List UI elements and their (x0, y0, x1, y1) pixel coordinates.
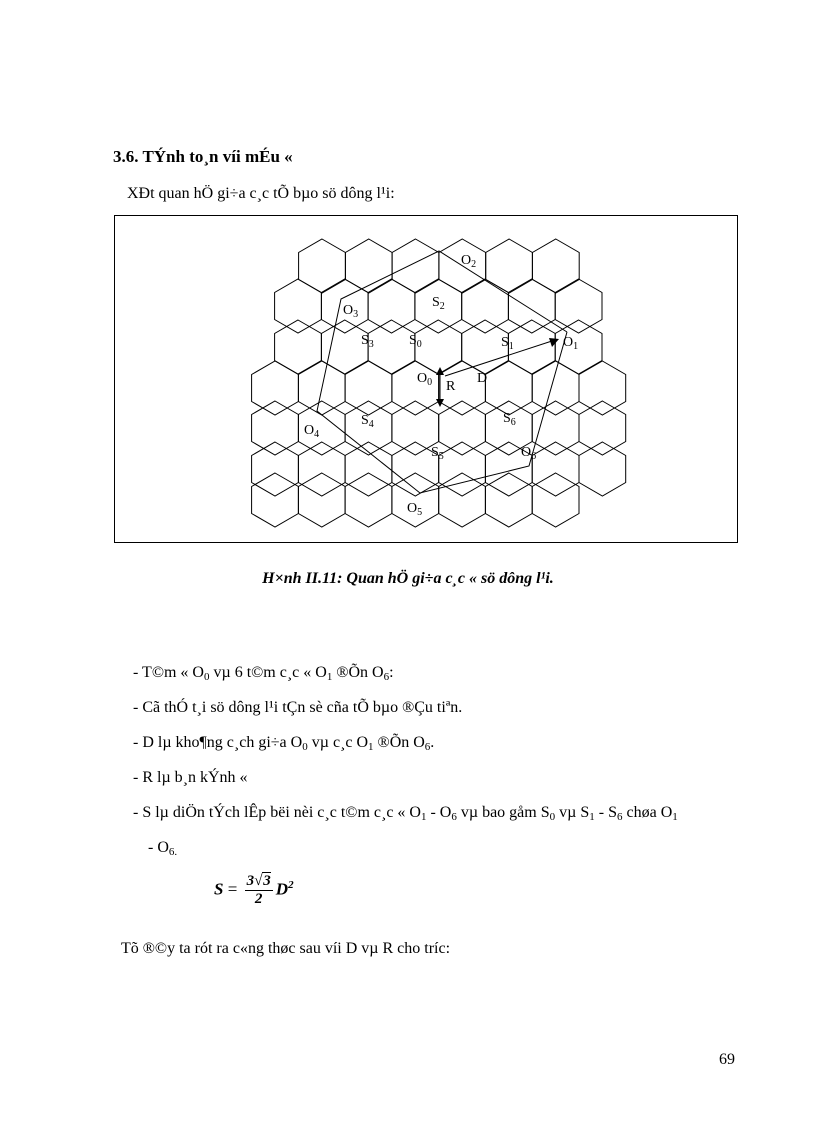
hex-cell (252, 361, 299, 415)
hex-cell (392, 473, 439, 527)
bullet-1: - T©m « $O_0$ vµ 6 t©m c¸c « $O_1$ ®Õn $O_6$: (133, 664, 394, 683)
hex-cell (485, 473, 532, 527)
closing-text: Tõ ®©y ta rót ra c«ng thøc sau víi D vµ R cho tríc: (121, 940, 451, 957)
hexagon-grid (252, 239, 626, 527)
section-heading: 3.6. TÝnh to¸n víi mÉu « (113, 147, 293, 166)
hex-cell (415, 320, 462, 374)
hex-cell (252, 442, 299, 496)
area-formula: S = $\frac{3√3}{2}$ $D^2$ (214, 873, 294, 907)
hex-cell (532, 239, 579, 293)
hex-cell (345, 442, 392, 496)
bullet-3: - D lµ kho¶ng c¸ch gi÷a $O_0$ vµ c¸c $O_1$ ®Õn $O_6$. (133, 734, 435, 753)
hex-cell (275, 279, 322, 333)
figure-caption: H×nh II.11: Quan hÖ gi÷a c¸c « sö dông l¹i. (262, 570, 554, 587)
label-O5: $O_5$ (407, 501, 423, 518)
hex-cell (532, 473, 579, 527)
intro-text: XÐt quan hÖ gi÷a c¸c tÕ bµo sö dông l¹i: (127, 185, 395, 202)
label-O2: $O_2$ (461, 253, 477, 270)
hex-cell (579, 442, 626, 496)
label-S1: $S_1$ (501, 335, 514, 352)
hex-cell (532, 361, 579, 415)
hex-cell (579, 361, 626, 415)
hex-cell (298, 442, 345, 496)
radius-arrowhead-bottom (436, 399, 444, 407)
hexagon-diagram (115, 216, 739, 544)
hex-cell (368, 279, 415, 333)
hex-cell (252, 401, 299, 455)
label-O0: $O_0$ (417, 371, 433, 388)
label-S5: $S_5$ (431, 445, 444, 462)
hex-cell (345, 361, 392, 415)
hex-cell (252, 473, 299, 527)
hex-cell (439, 401, 486, 455)
hex-cell (462, 279, 509, 333)
label-O6: $O_6$ (521, 445, 537, 462)
label-S3: $S_3$ (361, 333, 374, 350)
label-S4: $S_4$ (361, 413, 374, 430)
label-O3: $O_3$ (343, 303, 359, 320)
label-R: R (446, 379, 456, 394)
page-number: 69 (719, 1051, 735, 1068)
label-S2: $S_2$ (432, 295, 445, 312)
hex-cell (579, 401, 626, 455)
hex-cell (555, 279, 602, 333)
bullet-5: - S lµ diÖn tÝch lÊp bëi nèi c¸c t©m c¸c « $O_1 - O_6$ vµ bao gåm $S_0$ vµ $S_1 - S_6$ chøa $O_1$ (133, 804, 678, 823)
hex-cell (439, 442, 486, 496)
label-D: D (477, 371, 488, 386)
label-O1: $O_1$ (563, 335, 579, 352)
label-S6: $S_6$ (503, 411, 516, 428)
hex-cell (532, 401, 579, 455)
label-S0: $S_0$ (409, 333, 422, 350)
hex-cell (368, 320, 415, 374)
hex-cell (299, 239, 346, 293)
bullet-5-continuation: - $O_{6.}$ (148, 839, 178, 858)
hex-cell (392, 239, 439, 293)
hex-cell (345, 473, 392, 527)
hex-cell (439, 473, 486, 527)
bullet-2: - Cã thÓ t¸i sö dông l¹i tÇn sè cña tÕ bµo ®Çu tiªn. (133, 699, 463, 716)
hex-cell (508, 320, 555, 374)
hex-cell (532, 442, 579, 496)
hex-cell (298, 473, 345, 527)
bullet-4: - R lµ b¸n kÝnh « (133, 769, 248, 786)
hex-cell (485, 361, 532, 415)
hex-cell (275, 320, 322, 374)
hexagon-figure (114, 215, 738, 543)
hex-cell (508, 279, 555, 333)
distance-arrowhead (549, 338, 559, 347)
hex-cell (392, 361, 439, 415)
label-O4: $O_4$ (304, 423, 320, 440)
